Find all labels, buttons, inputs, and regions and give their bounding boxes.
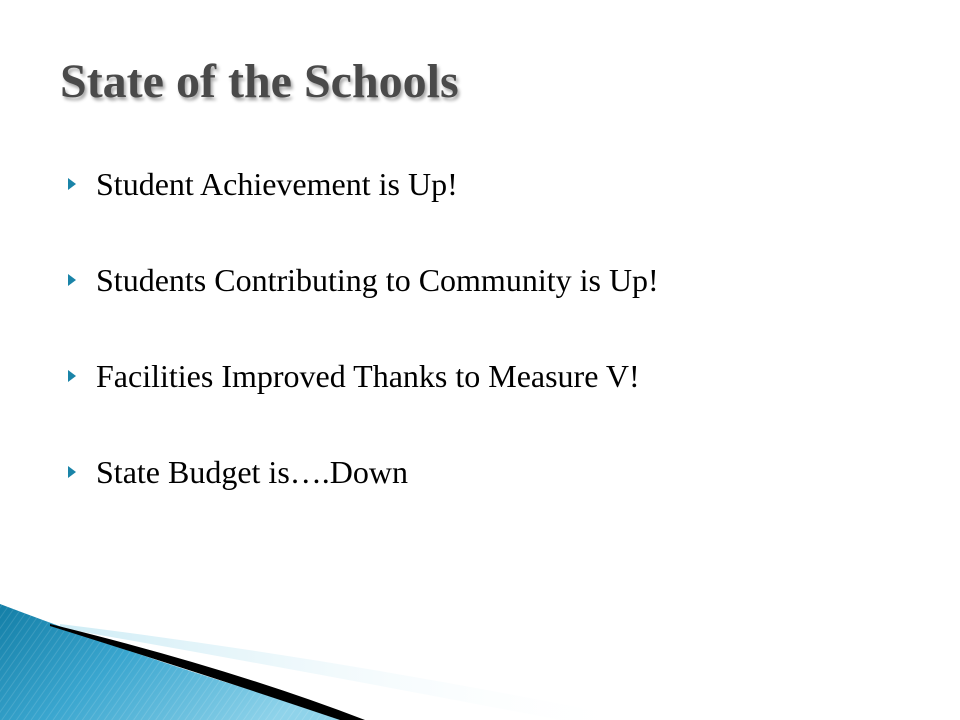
triangle-bullet-icon bbox=[68, 370, 76, 382]
triangle-bullet-icon bbox=[68, 466, 76, 478]
bullet-text: Students Contributing to Community is Up! bbox=[96, 262, 659, 298]
triangle-bullet-icon bbox=[68, 178, 76, 190]
bullet-text: Student Achievement is Up! bbox=[96, 166, 458, 202]
bullet-text: Facilities Improved Thanks to Measure V! bbox=[96, 358, 640, 394]
slide-title: State of the Schools bbox=[60, 55, 459, 108]
bullet-text: State Budget is….Down bbox=[96, 454, 408, 490]
triangle-bullet-icon bbox=[68, 274, 76, 286]
